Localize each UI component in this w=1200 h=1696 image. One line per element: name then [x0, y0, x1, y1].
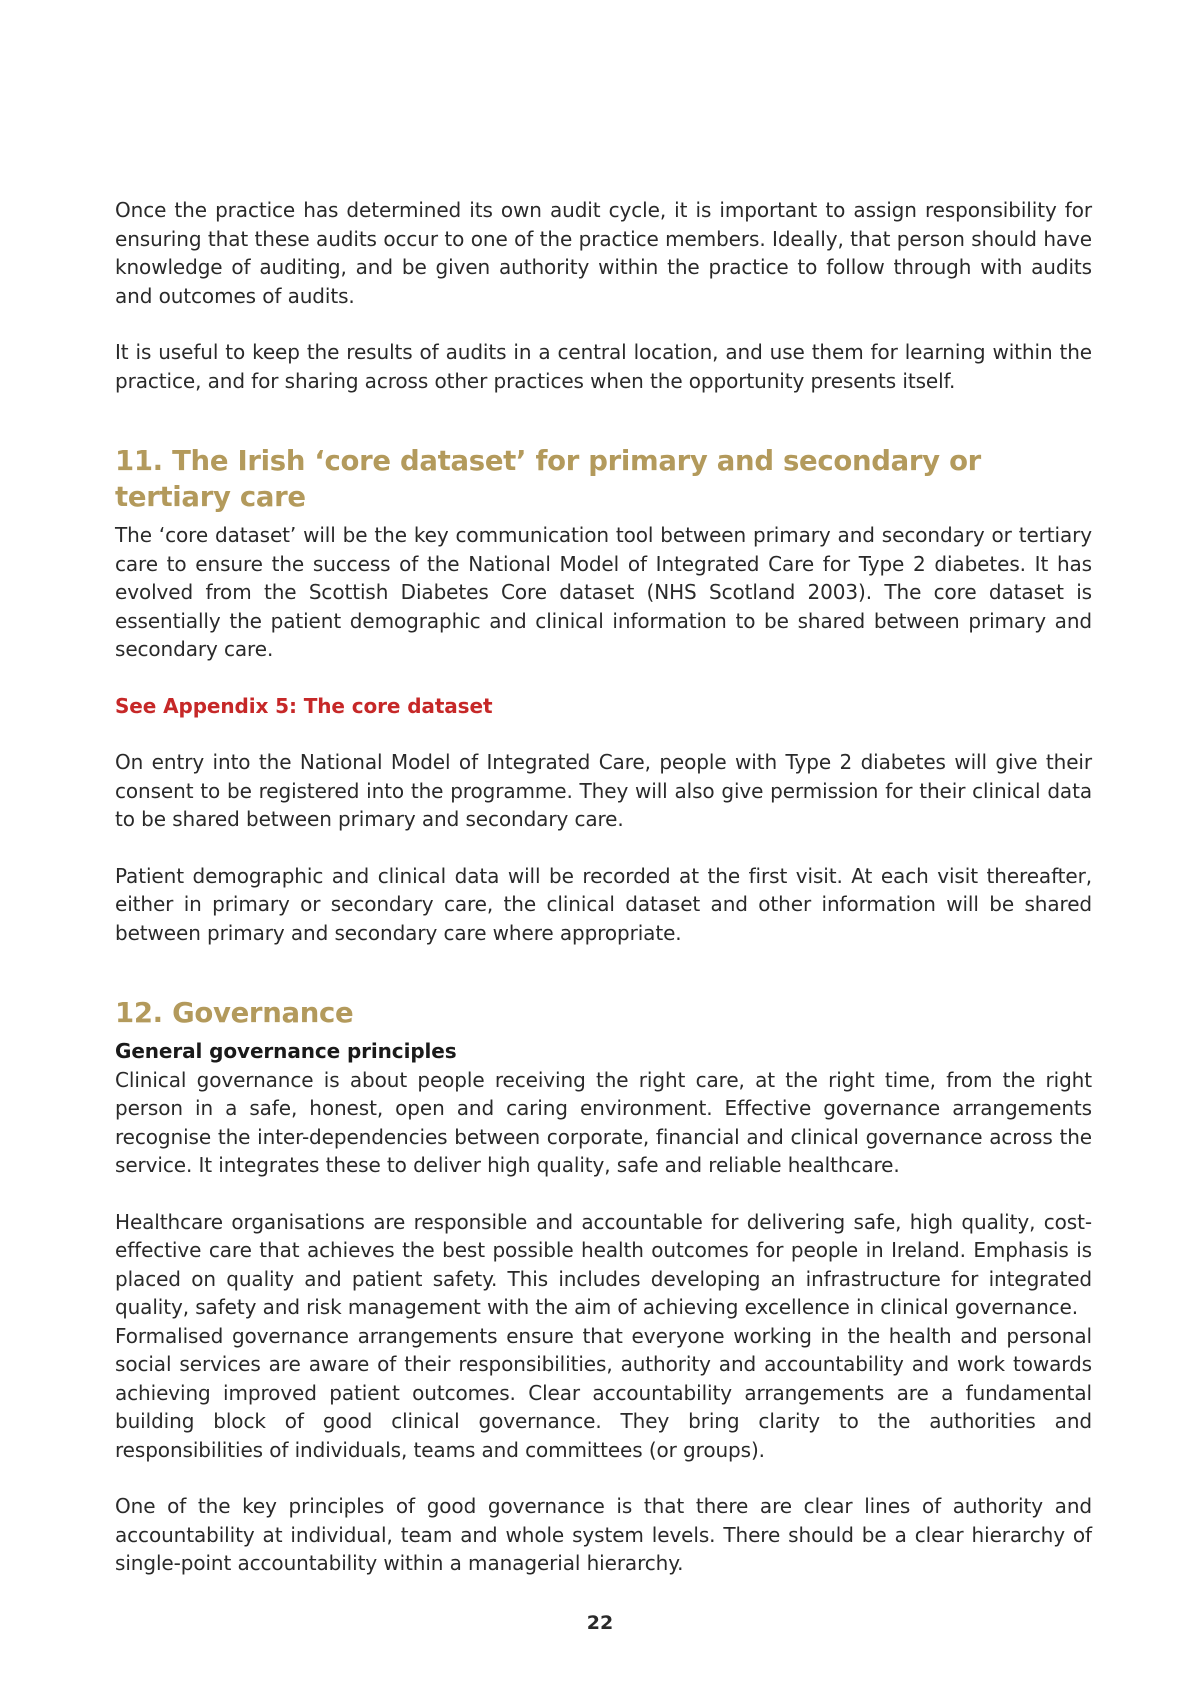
- document-body: [115, 196, 1092, 1578]
- first-visit-paragraph: Patient demographic and clinical data will be recorded at the first visit. At each visit thereafter, either in primary or secondary care, the clinical dataset and other information will be shared between primary and secondary care where appropriate.: [115, 863, 1092, 945]
- spacer: [115, 834, 1092, 862]
- audit-results-paragraph: It is useful to keep the results of audits in a central location, and use them for learning within the practice, and for sharing across other practices when the opportunity presents itself.: [115, 340, 1092, 393]
- clinical-governance-paragraph: Clinical governance is about people receiving the right care, at the right time, from the right person in a safe, honest, open and caring environment. Effective governance arrangements recognise the inter-dependencies between corporate, financial and clinical governance across the service. It integrates these to deliver high quality, safe and reliable healthcare.: [115, 1067, 1092, 1177]
- spacer: [115, 310, 1092, 338]
- core-dataset-paragraph: The ‘core dataset’ will be the key communication tool between primary and secondary or tertiary care to ensure the success of the National Model of Integrated Care for Type 2 diabetes. It has evolved from the Scottish Diabetes Core dataset (NHS Scotland 2003). The core dataset is essentially the patient demographic and clinical information to be shared between primary and secondary care.: [115, 523, 1092, 661]
- spacer: [115, 720, 1092, 748]
- spacer: [115, 1464, 1092, 1492]
- appendix-5-link[interactable]: See Appendix 5: The core dataset: [115, 693, 493, 718]
- spacer: [115, 395, 1092, 443]
- spacer: [115, 947, 1092, 995]
- page-number: 22: [586, 1612, 614, 1634]
- section-12-heading: 12. Governance: [115, 997, 354, 1029]
- healthcare-organisations-paragraph: Healthcare organisations are responsible and accountable for delivering safe, high quality, cost-effective care that achieves the best possible health outcomes for people in Ireland. Emphasis is placed on quality and patient safety. This includes developing an infrastructure for integrated quality, safety and risk management with the aim of achieving excellence in clinical governance.: [115, 1209, 1092, 1319]
- audit-responsibility-paragraph: Once the practice has determined its own audit cycle, it is important to assign responsibility for ensuring that these audits occur to one of the practice members. Ideally, that person should have knowledge of auditing, and be given authority within the practice to follow through with audits and outcomes of audits.: [115, 198, 1092, 308]
- formalised-governance-paragraph: Formalised governance arrangements ensure that everyone working in the health and personal social services are aware of their responsibilities, authority and accountability and work towards achieving improved patient outcomes. Clear accountability arrangements are a fundamental building block of good clinical governance. They bring clarity to the authorities and responsibilities of individuals, teams and committees (or groups).: [115, 1323, 1092, 1462]
- spacer: [115, 1180, 1092, 1208]
- consent-paragraph: On entry into the National Model of Integrated Care, people with Type 2 diabetes will give their consent to be registered into the programme. They will also give permission for their clinical data to be shared between primary and secondary care.: [115, 750, 1092, 831]
- governance-principles-subheading: General governance principles: [115, 1039, 457, 1063]
- section-11-heading: 11. The Irish ‘core dataset’ for primary and secondary or tertiary care: [115, 445, 981, 513]
- spacer: [115, 664, 1092, 692]
- key-principles-paragraph: One of the key principles of good governance is that there are clear lines of authority and accountability at individual, team and whole system levels. There should be a clear hierarchy of single-point accountability within a managerial hierarchy.: [115, 1494, 1092, 1575]
